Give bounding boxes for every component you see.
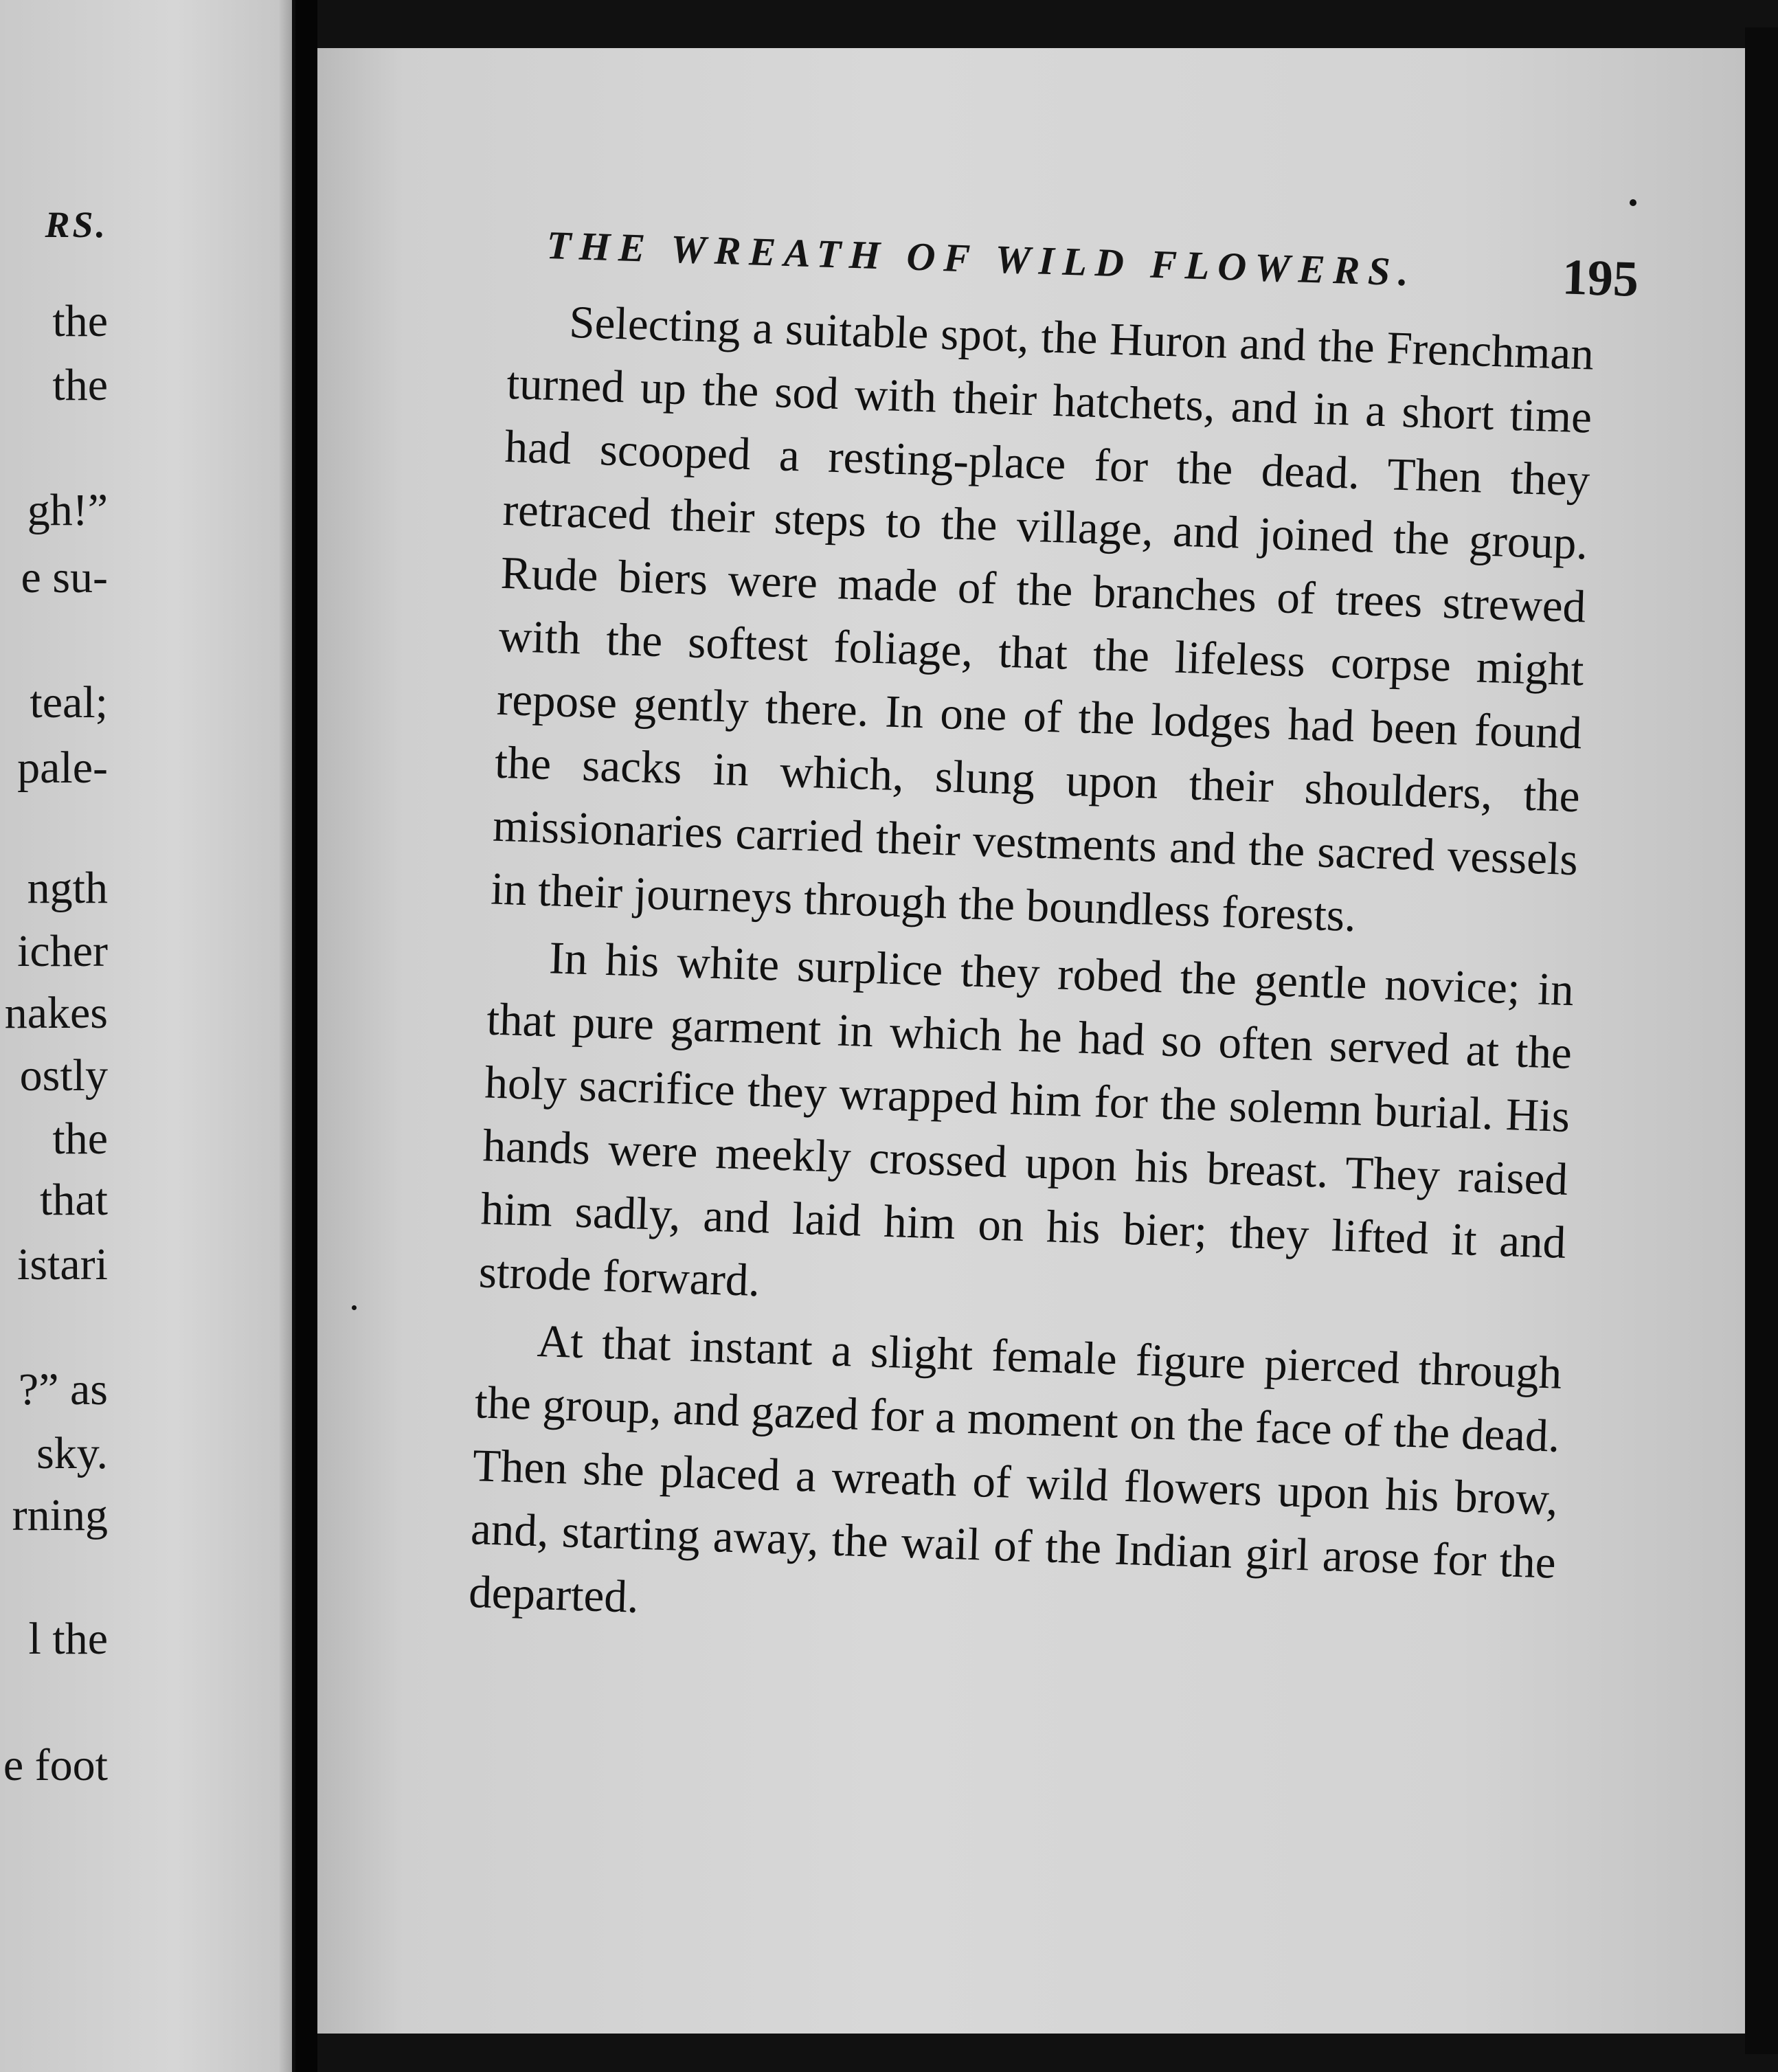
left-line-fragment: gh!” (27, 485, 108, 535)
left-line-fragment: nakes (4, 988, 108, 1038)
left-line-fragment: sky. (36, 1428, 108, 1478)
running-title: THE WREATH OF WILD FLOWERS. (545, 222, 1417, 295)
book-binding (295, 0, 317, 2072)
left-line-fragment: the (52, 296, 108, 346)
paragraph: Selecting a suitable spot, the Huron and the Frenchman turned up the sod with their hatchets, and in a short time had scooped a resting-place for the dead. Then they retraced their steps to the village, and joined the group. Rude biers were made of the branches of trees strewed with the softest foliage, that the lifeless corpse might repose gently there. In one of the lodges had been found the sacks in which, slung upon their shoulders, the missionaries carried their vestments and the sacred vessels in their journeys through the boundless forests. (490, 296, 1595, 942)
ink-speck (352, 1305, 357, 1310)
paragraph: At that instant a slight female figure pierced through the group, and gazed for a moment on the face of the dead. Then she placed a wreath of wild flowers upon his brow, and, starting away, the wail of the Indian girl arose for the departed. (468, 1316, 1563, 1623)
left-line-fragment: e su- (21, 552, 108, 603)
ink-speck (1630, 199, 1636, 206)
page-edge-shadow (1745, 27, 1778, 2054)
left-line-fragment: e foot (3, 1740, 108, 1790)
left-running-head-fragment: RS. (45, 204, 108, 245)
left-line-fragment: rning (12, 1490, 108, 1540)
previous-page-edge (0, 0, 292, 2072)
left-line-fragment: that (40, 1175, 108, 1225)
paragraph: In his white surplice they robed the gentle novice; in that pure garment in which he had so often served at the holy sacrifice they wrapped him for the solemn burial. His hands were meekly crossed upon his breast. They raised him sadly, and laid him on his bier; they lifted it and strode forward. (477, 932, 1575, 1307)
left-line-fragment: l the (28, 1614, 108, 1664)
page-number: 195 (1561, 249, 1640, 308)
left-line-fragment: ?” as (18, 1364, 108, 1415)
left-line-fragment: pale- (17, 743, 108, 793)
current-page (317, 48, 1746, 2034)
left-line-fragment: istari (17, 1239, 108, 1290)
left-line-fragment: ostly (19, 1050, 108, 1101)
left-line-fragment: ngth (27, 863, 108, 913)
left-line-fragment: the (52, 360, 108, 410)
left-line-fragment: teal; (30, 677, 108, 728)
body-text (468, 289, 1595, 1658)
left-line-fragment: icher (17, 926, 108, 976)
left-line-fragment: the (52, 1114, 108, 1164)
